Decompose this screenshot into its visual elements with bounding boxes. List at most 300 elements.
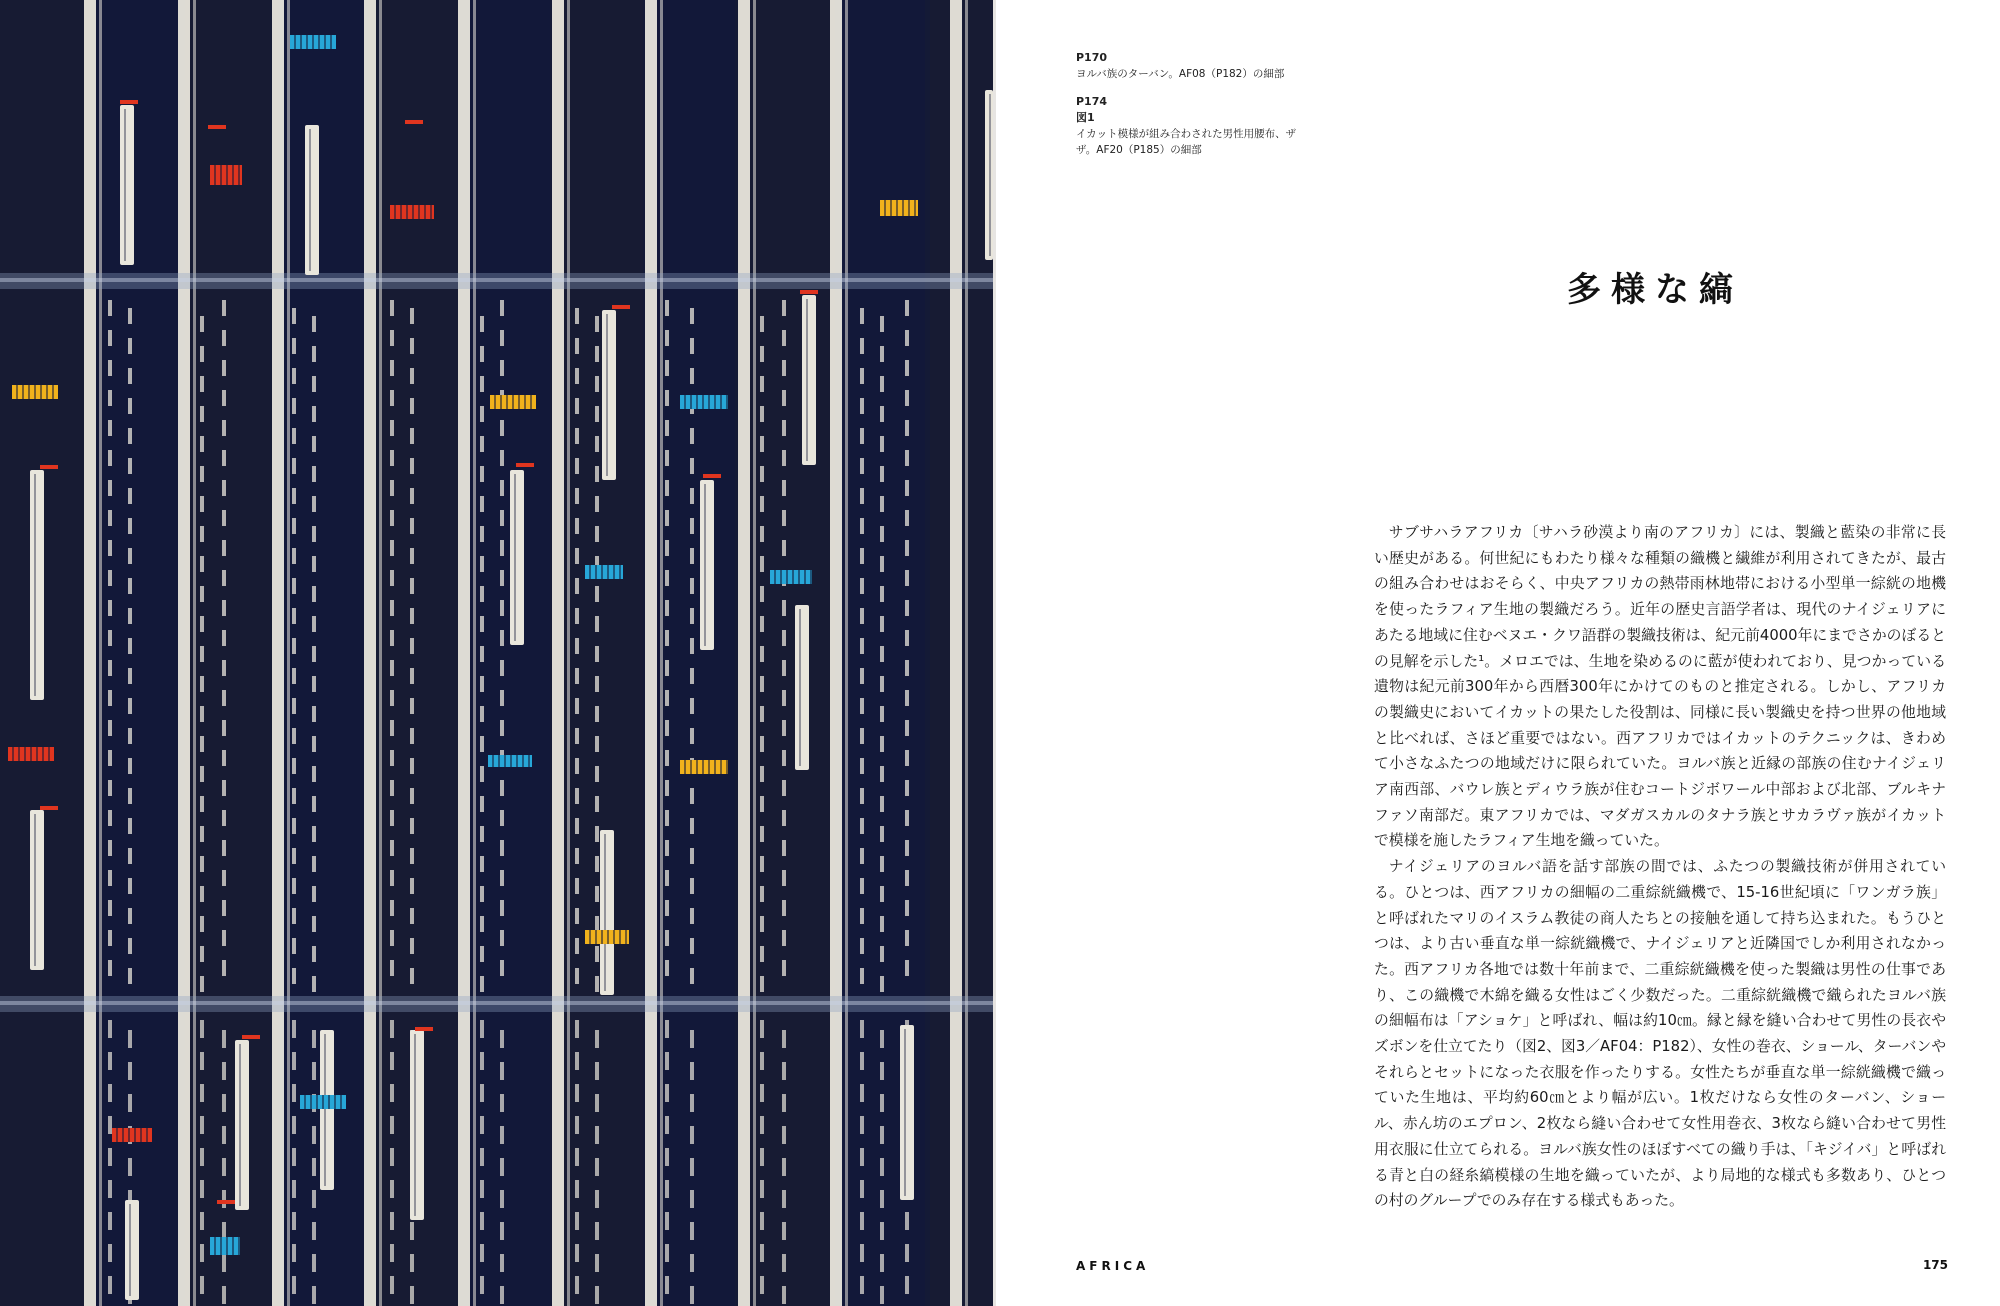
ikat-dash <box>128 818 132 834</box>
ikat-dash <box>312 886 316 902</box>
ikat-dash <box>860 1212 864 1230</box>
ikat-dash <box>690 818 694 834</box>
ikat-dash <box>108 1180 112 1198</box>
ikat-dash <box>665 1020 669 1038</box>
ikat-dash <box>390 420 394 436</box>
ikat-dash <box>880 1062 884 1080</box>
ikat-dash <box>222 540 226 556</box>
ikat-dash <box>690 488 694 504</box>
ikat-dash <box>665 1084 669 1102</box>
ikat-dash <box>665 420 669 436</box>
ikat-dash <box>390 690 394 706</box>
weft-block-stripe <box>810 570 812 584</box>
ikat-dash <box>128 1158 132 1176</box>
ikat-dash <box>222 390 226 406</box>
ikat-dash <box>760 676 764 692</box>
ikat-dash <box>390 780 394 796</box>
ikat-dash <box>108 300 112 316</box>
weft-block-stripe <box>214 1237 216 1255</box>
ikat-dash <box>905 540 909 556</box>
ikat-dash <box>665 930 669 946</box>
ikat-dash <box>390 330 394 346</box>
ikat-dash <box>410 1222 414 1240</box>
ikat-dash <box>905 360 909 376</box>
ikat-dash <box>880 826 884 842</box>
ikat-dash <box>200 916 204 932</box>
weft-block-stripe <box>613 930 615 944</box>
weft-block-stripe <box>804 570 806 584</box>
ikat-dash <box>880 646 884 662</box>
ikat-dash <box>905 570 909 586</box>
weft-block-stripe <box>12 747 14 761</box>
ikat-dash <box>782 450 786 466</box>
ikat-dash <box>128 848 132 864</box>
ikat-dash <box>222 1190 226 1208</box>
ikat-dash <box>905 450 909 466</box>
ikat-dash <box>905 810 909 826</box>
ikat-dash <box>575 938 579 954</box>
captions <box>1076 50 1306 170</box>
caption-figure-label: 図1 <box>1076 111 1095 124</box>
ikat-dash <box>860 878 864 894</box>
ikat-dash <box>410 488 414 504</box>
ikat-dash <box>905 600 909 616</box>
ikat-dash <box>128 428 132 444</box>
red-tip <box>800 290 818 294</box>
ikat-dash <box>312 826 316 842</box>
weft-block-stripe <box>238 165 240 185</box>
ikat-dash <box>880 1222 884 1240</box>
ikat-dash <box>782 510 786 526</box>
ikat-dash <box>860 1180 864 1198</box>
ikat-dash <box>905 960 909 976</box>
weft-block-stripe <box>300 35 302 49</box>
ikat-dash <box>108 930 112 946</box>
ikat-dash <box>500 330 504 346</box>
weft-block-stripe <box>46 385 48 399</box>
weft-block-stripe <box>430 205 432 219</box>
ikat-dash <box>880 526 884 542</box>
ikat-dash <box>595 1190 599 1208</box>
weft-block-stripe <box>619 565 621 579</box>
ikat-dash <box>390 510 394 526</box>
ikat-dash <box>500 420 504 436</box>
weft-block-stripe <box>908 200 910 216</box>
ikat-dash <box>595 1254 599 1272</box>
ikat-dash <box>292 728 296 744</box>
weft-block-stripe <box>516 755 518 767</box>
ikat-dash <box>128 728 132 744</box>
ikat-dash <box>690 1126 694 1144</box>
ikat-dash <box>760 856 764 872</box>
ikat-dash <box>128 878 132 894</box>
ikat-dash <box>690 1158 694 1176</box>
weft-block-stripe <box>232 165 234 185</box>
weft-block-stripe <box>902 200 904 216</box>
ikat-dash <box>312 406 316 422</box>
ikat-dash <box>108 360 112 376</box>
ikat-dash <box>782 1062 786 1080</box>
weft-block-stripe <box>494 395 496 409</box>
ikat-dash <box>410 668 414 684</box>
weft-block-stripe <box>798 570 800 584</box>
ikat-dash <box>860 368 864 384</box>
ikat-dash <box>880 1094 884 1112</box>
ikat-dash <box>500 1190 504 1208</box>
bar-inner-line <box>124 109 126 261</box>
weft-block-stripe <box>48 747 50 761</box>
ikat-dash <box>312 586 316 602</box>
ikat-dash <box>480 796 484 812</box>
ikat-dash <box>905 390 909 406</box>
ikat-dash <box>665 570 669 586</box>
ikat-dash <box>222 1030 226 1048</box>
ikat-dash <box>410 698 414 714</box>
ikat-dash <box>860 578 864 594</box>
ikat-dash <box>575 548 579 564</box>
ikat-dash <box>575 848 579 864</box>
ikat-dash <box>410 518 414 534</box>
ikat-dash <box>292 608 296 624</box>
ikat-dash <box>410 1254 414 1272</box>
ikat-dash <box>860 728 864 744</box>
ikat-dash <box>860 458 864 474</box>
weft-block-stripe <box>418 205 420 219</box>
ikat-dash <box>665 690 669 706</box>
ikat-dash <box>860 788 864 804</box>
ikat-dash <box>312 316 316 332</box>
ikat-dash <box>480 1276 484 1294</box>
ikat-dash <box>860 1020 864 1038</box>
ikat-dash <box>860 518 864 534</box>
caption-ref: P174 <box>1076 95 1108 108</box>
weft-block-stripe <box>726 760 728 774</box>
ikat-dash <box>292 818 296 834</box>
ikat-dash <box>760 826 764 842</box>
weft-block-stripe <box>22 385 24 399</box>
ikat-dash <box>390 900 394 916</box>
ikat-dash <box>575 908 579 924</box>
ikat-dash <box>665 1212 669 1230</box>
ikat-dash <box>128 698 132 714</box>
ikat-dash <box>108 660 112 676</box>
ikat-dash <box>595 1158 599 1176</box>
ikat-dash <box>860 1052 864 1070</box>
ikat-dash <box>575 698 579 714</box>
ikat-dash <box>312 1254 316 1272</box>
ikat-dash <box>575 608 579 624</box>
weft-block-stripe <box>306 35 308 49</box>
weft-block-stripe <box>318 35 320 49</box>
ikat-dash <box>312 916 316 932</box>
white-warp-stripe <box>178 0 190 1306</box>
ikat-dash <box>782 810 786 826</box>
weft-block-stripe <box>690 395 692 409</box>
weft-block-stripe <box>500 395 502 409</box>
ikat-dash <box>292 668 296 684</box>
ikat-dash <box>500 1286 504 1304</box>
ikat-dash <box>880 1286 884 1304</box>
ikat-dash <box>292 1276 296 1294</box>
ikat-dash <box>200 736 204 752</box>
ikat-dash <box>500 1030 504 1048</box>
ikat-dash <box>575 1116 579 1134</box>
ikat-dash <box>880 1254 884 1272</box>
weft-block-stripe <box>134 1128 136 1142</box>
weft-block-stripe <box>774 570 776 584</box>
ikat-dash <box>200 766 204 782</box>
weft-block-stripe <box>512 395 514 409</box>
ikat-dash <box>128 368 132 384</box>
ikat-dash <box>390 1116 394 1134</box>
ikat-dash <box>108 1052 112 1070</box>
red-tip <box>703 474 721 478</box>
weft-block-stripe <box>625 930 627 944</box>
ikat-dash <box>690 1254 694 1272</box>
weft-block-stripe <box>42 747 44 761</box>
ikat-dash <box>782 1158 786 1176</box>
ikat-dash <box>500 1158 504 1176</box>
ikat-dash <box>760 1244 764 1262</box>
ikat-dash <box>108 1116 112 1134</box>
ikat-dash <box>905 930 909 946</box>
ikat-dash <box>760 1180 764 1198</box>
ikat-dash <box>500 810 504 826</box>
ikat-dash <box>200 406 204 422</box>
ikat-dash <box>595 916 599 932</box>
weft-block-stripe <box>220 165 222 185</box>
ikat-dash <box>108 1148 112 1166</box>
ikat-dash <box>760 376 764 392</box>
ikat-dash <box>222 1062 226 1080</box>
weft-block-stripe <box>310 1095 312 1109</box>
text-page <box>996 0 2000 1306</box>
weft-block-stripe <box>619 930 621 944</box>
ikat-dash <box>880 316 884 332</box>
ikat-dash <box>128 308 132 324</box>
weft-block-stripe <box>146 1128 148 1142</box>
ikat-dash <box>108 480 112 496</box>
ikat-dash <box>128 758 132 774</box>
bar-inner-line <box>799 609 801 766</box>
ikat-dash <box>782 1222 786 1240</box>
ikat-dash <box>480 1020 484 1038</box>
ikat-dash <box>292 458 296 474</box>
ikat-dash <box>575 1244 579 1262</box>
ikat-dash <box>312 736 316 752</box>
ikat-fabric-image <box>0 0 993 1306</box>
ikat-dash <box>480 916 484 932</box>
ikat-dash <box>312 346 316 362</box>
ikat-dash <box>760 496 764 512</box>
ikat-dash <box>880 1190 884 1208</box>
ikat-dash <box>860 308 864 324</box>
white-bar-motif <box>900 1025 914 1200</box>
ikat-dash <box>760 1276 764 1294</box>
ikat-dash <box>905 300 909 316</box>
ikat-dash <box>390 1084 394 1102</box>
weft-block-stripe <box>340 1095 342 1109</box>
ikat-dash <box>500 960 504 976</box>
ikat-dash <box>128 1094 132 1112</box>
ikat-dash <box>595 616 599 632</box>
ikat-dash <box>390 810 394 826</box>
ikat-dash <box>108 750 112 766</box>
ikat-dash <box>690 938 694 954</box>
ikat-dash <box>128 398 132 414</box>
weft-block-stripe <box>424 205 426 219</box>
ikat-dash <box>480 886 484 902</box>
ikat-dash <box>575 1052 579 1070</box>
ikat-dash <box>312 376 316 392</box>
weft-block-stripe <box>708 395 710 409</box>
ikat-dash <box>292 1180 296 1198</box>
ikat-dash <box>595 1094 599 1112</box>
ikat-dash <box>905 480 909 496</box>
ikat-dash <box>880 886 884 902</box>
weft-block-stripe <box>607 930 609 944</box>
ikat-dash <box>595 796 599 812</box>
ikat-dash <box>108 390 112 406</box>
ikat-dash <box>760 1116 764 1134</box>
ikat-dash <box>500 1222 504 1240</box>
ikat-dash <box>312 1126 316 1144</box>
ikat-dash <box>860 1084 864 1102</box>
ikat-dash <box>480 586 484 602</box>
ikat-dash <box>905 660 909 676</box>
ikat-dash <box>222 1286 226 1304</box>
bar-inner-line <box>309 129 311 271</box>
ikat-dash <box>595 886 599 902</box>
ikat-dash <box>390 630 394 646</box>
ikat-dash <box>390 600 394 616</box>
ikat-dash <box>880 1158 884 1176</box>
ikat-dash <box>480 406 484 422</box>
ikat-dash <box>292 1052 296 1070</box>
weft-block-stripe <box>896 200 898 216</box>
ikat-dash <box>128 518 132 534</box>
ikat-dash <box>410 938 414 954</box>
ikat-dash <box>128 458 132 474</box>
ikat-dash <box>200 1116 204 1134</box>
ikat-dash <box>108 1244 112 1262</box>
ikat-dash <box>905 780 909 796</box>
weft-block-stripe <box>498 755 500 767</box>
ikat-dash <box>782 360 786 376</box>
weft-block-stripe <box>312 35 314 49</box>
ikat-dash <box>760 916 764 932</box>
ikat-dash <box>292 368 296 384</box>
body-paragraph: ナイジェリアのヨルバ語を話す部族の間では、ふたつの製織技術が併用されている。ひとつは、西アフリカの細幅の二重綜絖織機で、15-16世紀頃に「ワンガラ族」と呼ばれたマリのイスラム教徒の商人たちとの接触を通して持ち込まれた。もうひとつは、より古い垂直な単一綜絖織機で、ナイジェリアと近隣国でしか利用されなかった。西アフリカ各地では数十年前まで、二重綜絖織機を使った製織は男性の仕事であり、この織機で木綿を織る女性はごく少数だった。二重綜絖織機で織られたヨルバ族の細幅布は「アショケ」と呼ばれ、幅は約10㎝。縁と縁を縫い合わせて男性の長衣やズボンを仕立てたり（図2、図3／AF04：P182）、女性の巻衣、ショール、ターバンやそれらとセットになった衣服を作ったりする。女性たちが垂直な単一綜絖織機で織っていた生地は、平均約60㎝とより幅が広い。1枚だけなら女性のターバン、ショール、赤ん坊のエプロン、2枚なら縫い合わせて女性用巻衣、3枚なら縫い合わせて男性用衣服に仕立てられる。ヨルバ族女性のほぼすべての織り手は、「キジイバ」と呼ばれる青と白の経糸縞模様の生地を織っていたが、より局地的な様式も多数あり、ひとつの村のグループでのみ存在する様式もあった。 <box>1374 858 1946 1210</box>
bar-inner-line <box>34 814 36 966</box>
thin-warp-line <box>473 0 476 1306</box>
ikat-dash <box>860 758 864 774</box>
ikat-dash <box>575 578 579 594</box>
white-bar-motif <box>795 605 809 770</box>
ikat-dash <box>905 1276 909 1294</box>
ikat-dash <box>410 848 414 864</box>
ikat-dash <box>860 548 864 564</box>
ikat-dash <box>575 458 579 474</box>
ikat-dash <box>690 1062 694 1080</box>
ikat-dash <box>390 480 394 496</box>
ikat-dash <box>665 1148 669 1166</box>
ikat-dash <box>575 878 579 894</box>
ikat-dash <box>500 300 504 316</box>
ikat-dash <box>880 436 884 452</box>
ikat-dash <box>782 420 786 436</box>
body-paragraph: サブサハラアフリカ〔サハラ砂漠より南のアフリカ〕には、製織と藍染の非常に長い歴史がある。何世紀にもわたり様々な種類の織機と繊維が利用されてきたが、最古の組み合わせはおそらく、中央アフリカの熱帯雨林地帯における小型単一綜絖の地機を使ったラフィア生地の製織だろう。近年の歴史言語学者は、現代のナイジェリアにあたる地域に住むベヌエ・クワ語群の製織技術は、紀元前4000年にまでさかのぼるとの見解を示した¹。メロエでは、生地を染めるのに藍が使われており、見つかっている遺物は紀元前300年から西暦300年にかけてのものと推定される。しかし、アフリカの製織史においてイカットの果たした役割は、同様に長い製織史を持つ世界の他地域と比べれば、さほど重要ではない。西アフリカではイカットのテクニックは、きわめて小さなふたつの地域だけに限られていた。ヨルバ族と近縁の部族の住むナイジェリア南西部、バウレ族とディウラ族が住むコートジボワール中部および北部、ブルキナファソ南部だ。東アフリカでは、マダガスカルのタナラ族とサカラヴァ族がイカットで模様を施したラフィア生地を織っていた。 <box>1374 524 1946 850</box>
ikat-dash <box>200 1084 204 1102</box>
ikat-dash <box>128 668 132 684</box>
white-warp-stripe <box>830 0 842 1306</box>
ikat-dash <box>905 1244 909 1262</box>
ikat-dash <box>500 900 504 916</box>
ikat-dash <box>200 1276 204 1294</box>
ikat-dash <box>760 556 764 572</box>
weft-block-stripe <box>524 395 526 409</box>
weft-block-stripe <box>884 200 886 216</box>
ikat-dash <box>860 848 864 864</box>
ikat-dash <box>200 376 204 392</box>
white-bar-motif <box>802 295 816 465</box>
ikat-dash <box>860 608 864 624</box>
ikat-dash <box>880 796 884 812</box>
ikat-dash <box>905 750 909 766</box>
ikat-dash <box>665 870 669 886</box>
ikat-dash <box>390 1276 394 1294</box>
ikat-dash <box>108 510 112 526</box>
ikat-dash <box>108 330 112 346</box>
ikat-dash <box>480 346 484 362</box>
weft-block-stripe <box>330 35 332 49</box>
weft-block-stripe <box>322 1095 324 1109</box>
ikat-dash <box>595 346 599 362</box>
ikat-dash <box>690 848 694 864</box>
ikat-dash <box>200 796 204 812</box>
ikat-dash <box>905 840 909 856</box>
weft-block-stripe <box>226 165 228 185</box>
ikat-dash <box>860 1148 864 1166</box>
weft-block-stripe <box>28 385 30 399</box>
ikat-dash <box>760 1212 764 1230</box>
ikat-dash <box>292 1116 296 1134</box>
ikat-dash <box>665 1052 669 1070</box>
white-bar-motif <box>320 1030 334 1190</box>
ikat-dash <box>480 496 484 512</box>
weft-block-stripe <box>36 747 38 761</box>
ikat-dash <box>108 630 112 646</box>
ikat-dash <box>480 466 484 482</box>
thin-warp-line <box>287 0 290 1306</box>
white-bar-motif <box>125 1200 139 1300</box>
ikat-dash <box>760 1084 764 1102</box>
ikat-dash <box>108 960 112 976</box>
ikat-dash <box>595 496 599 512</box>
bar-inner-line <box>604 834 606 991</box>
ikat-dash <box>222 1094 226 1112</box>
white-warp-stripe <box>458 0 470 1306</box>
ikat-dash <box>390 1212 394 1230</box>
thin-warp-line <box>99 0 102 1306</box>
weft-block-stripe <box>595 565 597 579</box>
ikat-dash <box>782 750 786 766</box>
ikat-dash <box>760 946 764 962</box>
ikat-fabric-photo <box>0 0 993 1306</box>
ikat-dash <box>200 856 204 872</box>
ikat-dash <box>690 878 694 894</box>
ikat-dash <box>410 368 414 384</box>
